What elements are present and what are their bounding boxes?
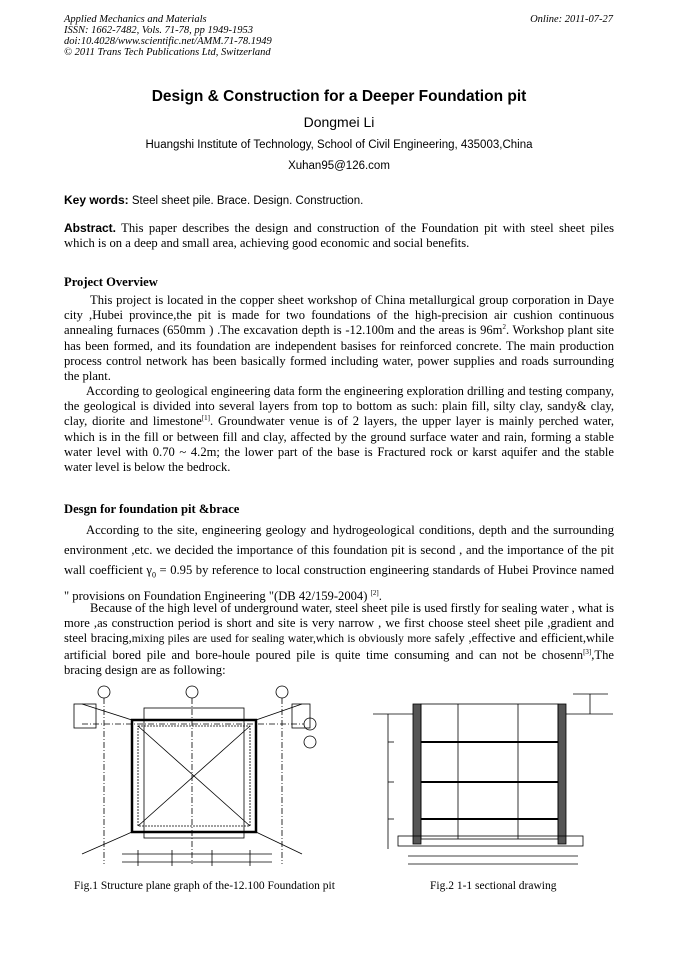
section-heading: Desgn for foundation pit &brace [64,502,240,516]
affiliation: Huangshi Institute of Technology, School of Civil Engineering, 435003,China [145,139,533,151]
keywords-label: Key words: [64,193,129,207]
online-date: Online: 2011-07-27 [530,14,613,25]
author: Dongmei Li [303,114,375,130]
figure-1-plan-drawing [72,684,362,869]
abstract [64,221,614,251]
doi-line: doi:10.4028/www.scientific.net/AMM.71-78.1949 [64,36,272,47]
abstract-label: Abstract. [64,221,117,235]
figure-1-caption: Fig.1 Structure plane graph of the-12.100 Foundation pit [74,880,335,892]
copyright-line: © 2011 Trans Tech Publications Ltd, Switzerland [64,47,271,58]
paper-title: Design & Construction for a Deeper Foundation pit [151,88,527,105]
figure-2-caption: Fig.2 1-1 sectional drawing [430,880,557,892]
journal-header [64,14,272,58]
paragraph: Because of the high level of underground water, steel sheet pile is used firstly for sealing water , what is more ,as construction period is short and site is very narrow , we first choose steel sheet pile ,gradient and steel bracing,mixing piles are used for sealing water,which is obviously more safely ,effective and efficient,while artificial bored pile and bore-houle poured pile is quite time consuming and can not be chosenn[3],The bracing design are as following: [64,601,614,677]
keywords-text: Steel sheet pile. Brace. Design. Construction. [128,195,364,207]
paragraph: According to the site, engineering geology and hydrogeological conditions, depth and the surrounding environment ,etc. we decided the importance of this foundation pit is second , and the importance of the pit wall coefficient $\gamma_0 = 0.95$ by reference to local construction engineering standards of Hubei Province named " provisions on Foundation Engineering "(DB 42/159-2004) [2]. [64,523,614,603]
issn-line: ISSN: 1662-7482, Vols. 71-78, pp 1949-1953 [64,25,253,36]
journal-name: Applied Mechanics and Materials [64,14,207,25]
email: Xuhan95@126.com [288,160,390,172]
paragraph: This project is located in the copper sheet workshop of China metallurgical group corporation in Daye city ,Hubei province,the pit is made for two foundations of the high-precision air cushion continuous annealing furnaces (650mm ) .The excavation depth is -12.100m and the areas is $96m^2$. Workshop plant site has been formed, and its foundation are independent basises for reinforced concrete. The main production process control network has been basically formed including water, power supplies and roads surrounding the plant. [64,293,614,384]
abstract-text: This paper describes the design and construction of the Foundation pit with steel sheet piles which is on a deep and small area, achieving good economic and social benefits. [64,221,614,251]
keywords [64,193,363,207]
section-heading: Project Overview [64,275,158,289]
paragraph: According to geological engineering data form the engineering exploration drilling and testing company, the geological is divided into several layers from top to bottom as such: plain fill, silty clay, sandy& clay, clay, diorite and limestone[1]. Groundwater venue is of 2 layers, the upper layer is mainly perched water, which is in the fill or between fill and clay, affected by the ground surface water and rain, forming a stable water level with 0.70 ~ 4.2m; the lower part of the base is Fractured rock or karst aquifer and the stable water level is below the bedrock. [64,384,614,475]
figure-2-section-drawing [368,684,618,869]
